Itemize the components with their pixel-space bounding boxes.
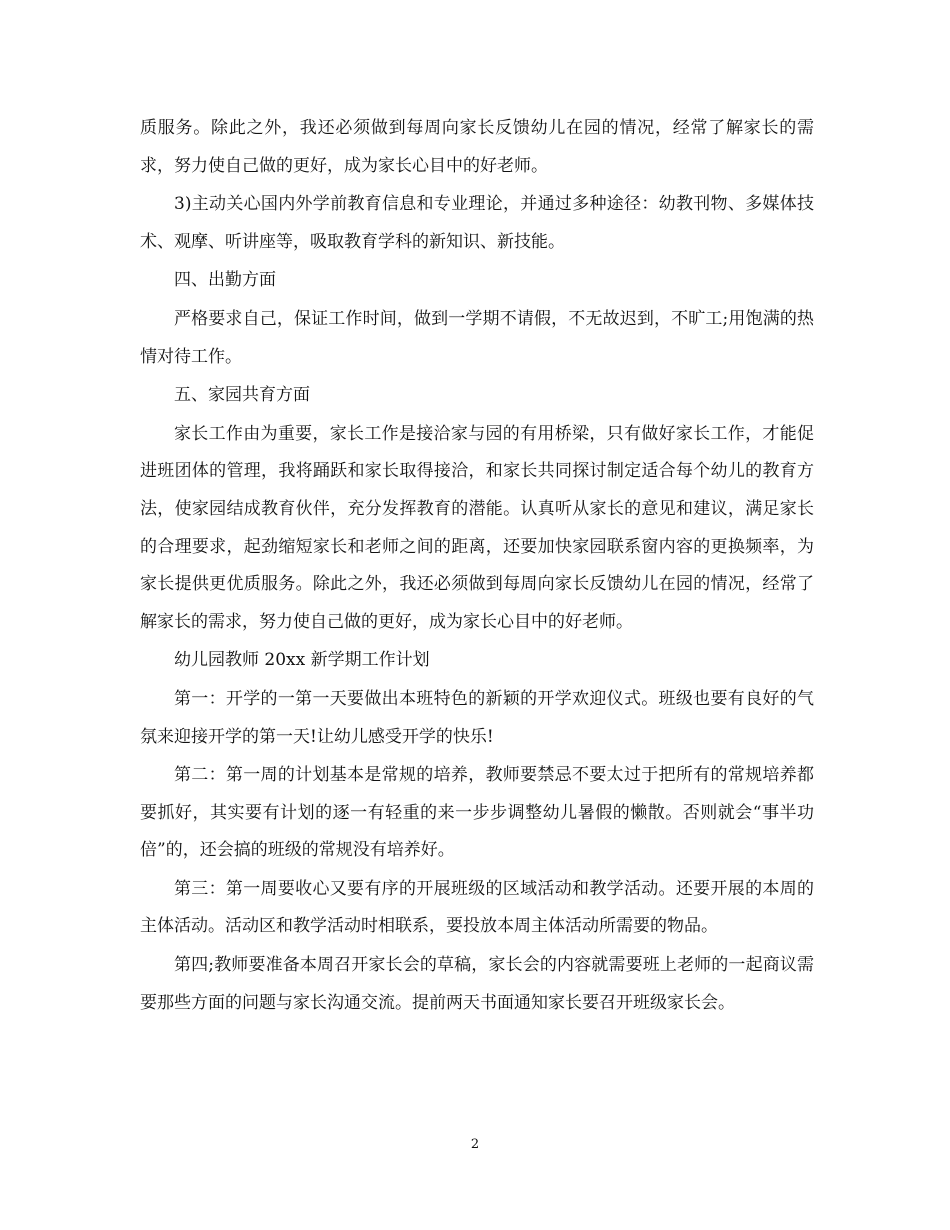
page-number: 2 [470, 1137, 480, 1152]
paragraph-first: 第一：开学的一第一天要做出本班特色的新颖的开学欢迎仪式。班级也要有良好的气氛来迎接开学的第一天!让幼儿感受开学的快乐! [140, 688, 814, 747]
section-heading-attendance: 四、出勤方面 [174, 270, 276, 291]
paragraph-second: 第二：第一周的计划基本是常规的培养，教师要禁忌不要太过于把所有的常规培养都要抓好，其实要有计划的逐一有轻重的来一步步调整幼儿暑假的懒散。否则就会“事半功倍”的，还会搞的班级的常规没有培养好。 [140, 765, 814, 861]
paragraph-third: 第三：第一周要收心又要有序的开展班级的区域活动和教学活动。还要开展的本周的主体活动。活动区和教学活动时相联系，要投放本周主体活动所需要的物品。 [140, 878, 814, 937]
paragraph-home-school: 家长工作由为重要，家长工作是接洽家与园的有用桥梁，只有做好家长工作，才能促进班团体的管理，我将踊跃和家长取得接洽，和家长共同探讨制定适合每个幼儿的教育方法，使家园结成教育伙伴，充分发挥教育的潜能。认真听从家长的意见和建议，满足家长的合理要求，起劲缩短家长和老师之间的距离，还要加快家园联系窗内容的更换频率，为家长提供更优质服务。除此之外，我还必须做到每周向家长反馈幼儿在园的情况，经常了解家长的需求，努力使自己做的更好，成为家长心目中的好老师。 [140, 423, 814, 632]
section-heading-home-school: 五、家园共育方面 [174, 385, 310, 406]
paragraph-continuation: 质服务。除此之外，我还必须做到每周向家长反馈幼儿在园的情况，经常了解家长的需求，努力使自己做的更好，成为家长心目中的好老师。 [140, 118, 814, 176]
document-subtitle: 幼儿园教师 20xx 新学期工作计划 [174, 650, 430, 671]
document-body [140, 110, 814, 1023]
paragraph-item-3: 3)主动关心国内外学前教育信息和专业理论，并通过多种途径：幼教刊物、多媒体技术、观摩、听讲座等，吸取教育学科的新知识、新技能。 [140, 194, 814, 252]
paragraph-attendance: 严格要求自己，保证工作时间，做到一学期不请假，不无故迟到，不旷工;用饱满的热情对待工作。 [140, 308, 814, 367]
paragraph-fourth: 第四;教师要准备本周召开家长会的草稿，家长会的内容就需要班上老师的一起商议需要那些方面的问题与家长沟通交流。提前两天书面通知家长要召开班级家长会。 [140, 955, 814, 1013]
